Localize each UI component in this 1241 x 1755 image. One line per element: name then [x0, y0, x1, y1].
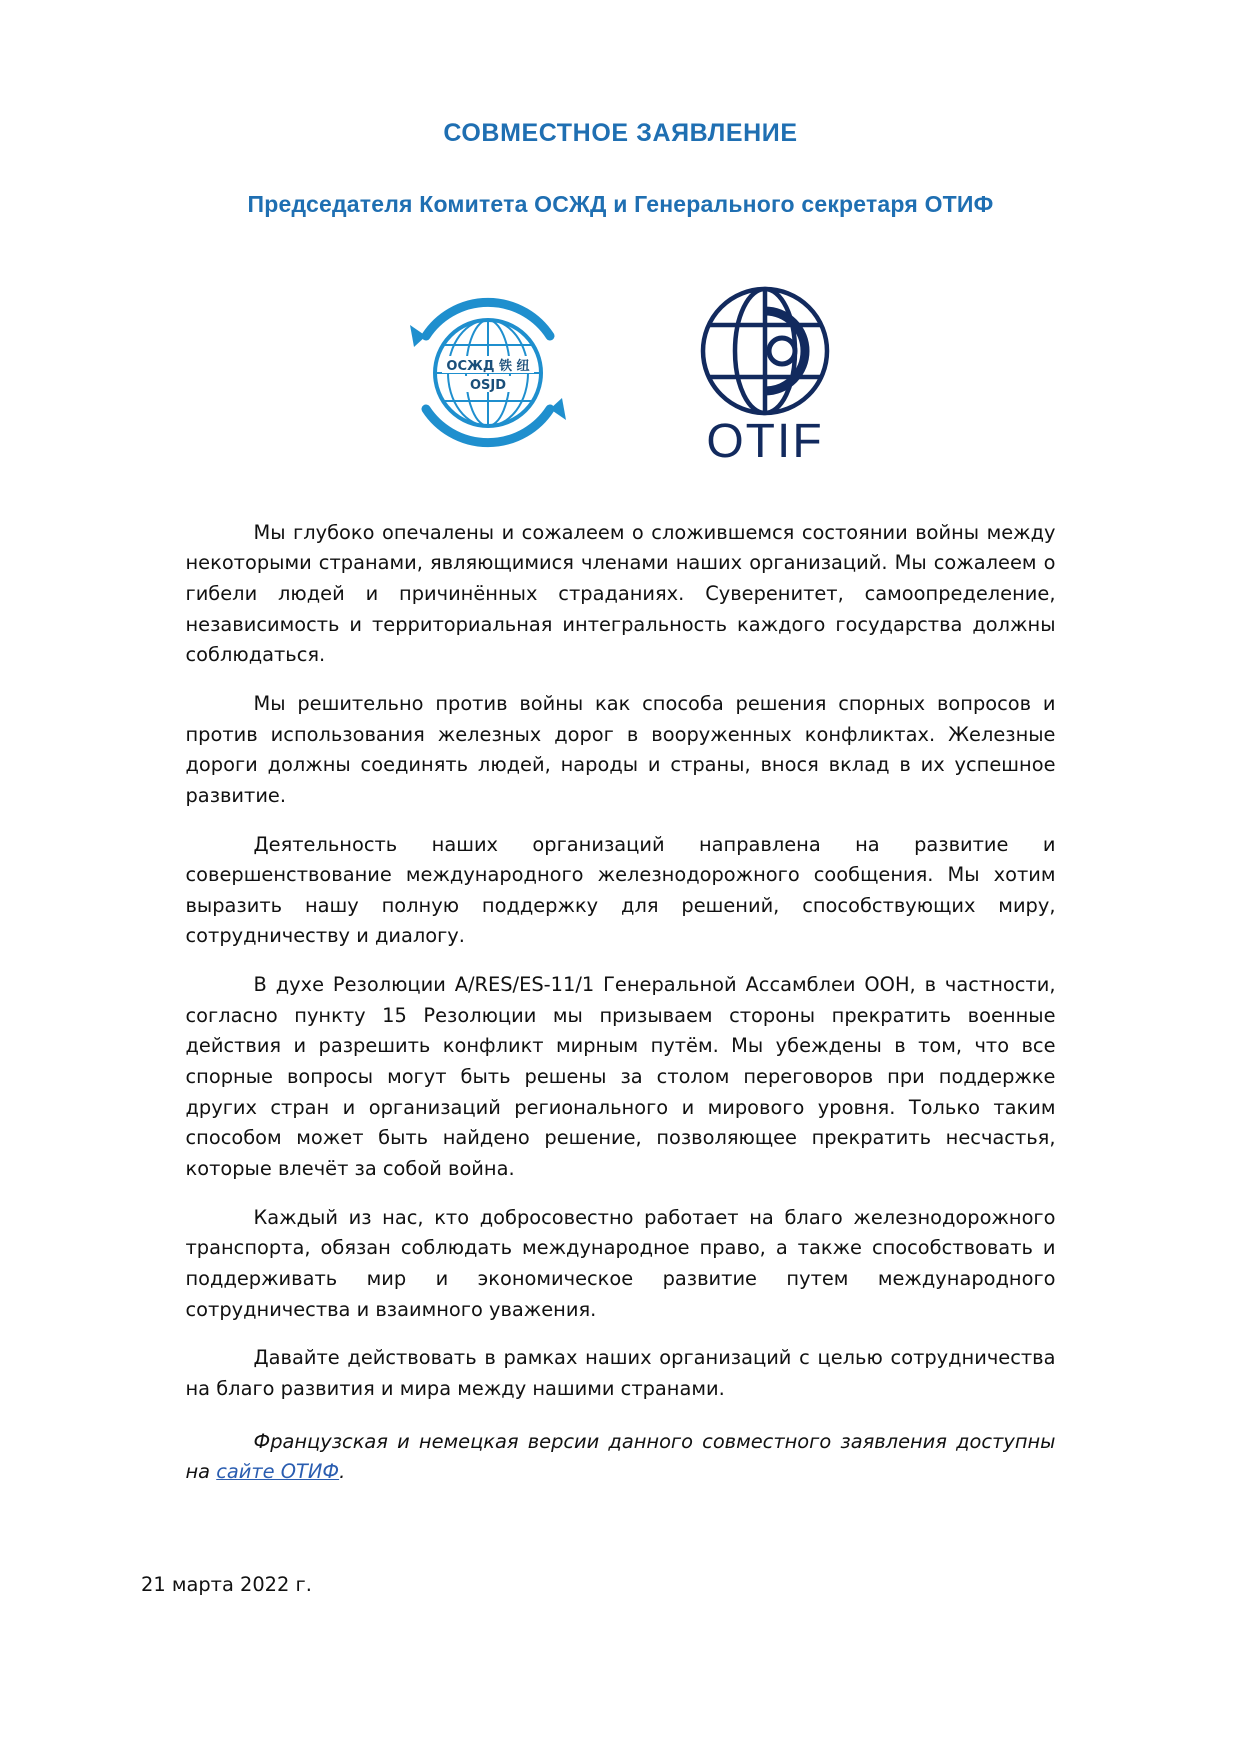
versions-note: [186, 1427, 1056, 1488]
otif-logo-text: OTIF: [706, 414, 824, 466]
document-date: 21 марта 2022 г.: [141, 1573, 312, 1596]
paragraph-1: Мы глубоко опечалены и сожалеем о сложившемся состоянии войны между некоторыми странами, являющимися членами наших организаций. Мы сожалеем о гибели людей и причинённых страданиях. Суверенитет, самоопределение, независимость и территориальная интегральность каждого государства должны соблюдаться.: [185, 520, 1056, 667]
otif-logo: [678, 281, 853, 466]
paragraph-5: Каждый из нас, кто добросовестно работает на благо железнодорожного транспорта, обязан соблюдать международное право, а также способствовать и поддерживать мир и экономическое развитие путем международного сотрудничества и взаимного уважения.: [185, 1205, 1056, 1321]
versions-note-text: Французская и немецкая версии данного совместного заявления доступны на: [185, 1429, 1056, 1484]
paragraph-3: Деятельность наших организаций направлена на развитие и совершенствование международного железнодорожного сообщения. Мы хотим выразить нашу полную поддержку для решений, способствующих миру, сотрудничеству и диалогу.: [185, 832, 1056, 948]
otif-site-link[interactable]: сайте ОТИФ: [216, 1460, 340, 1484]
paragraph-2: Мы решительно против войны как способа решения спорных вопросов и против использования железных дорог в вооруженных конфликтах. Железные дороги должны соединять людей, народы и страны, внося вклад в их успешное развитие.: [185, 691, 1056, 807]
paragraph-4: В духе Резолюции A/RES/ES-11/1 Генеральной Ассамблеи ООН, в частности, согласно пункту 15 Резолюции мы призываем стороны прекратить военные действия и разрешить конфликт мирным путём. Мы убеждены в том, что все спорные вопросы могут быть решены за столом переговоров при поддержке других стран и организаций регионального и мирового уровня. Только таким способом может быть найдено решение, позволяющее прекратить несчастья, которые влечёт за собой война.: [185, 973, 1056, 1181]
statement-body: [186, 466, 1056, 1488]
logo-row: [0, 281, 1241, 466]
versions-note-suffix: .: [339, 1460, 346, 1484]
title-block: [0, 0, 1241, 219]
osjd-logo: [388, 281, 588, 466]
paragraph-6: Давайте действовать в рамках наших организаций с целью сотрудничества на благо развития и мира между нашими странами.: [185, 1346, 1056, 1400]
osjd-logo-text-en: OSJD: [469, 377, 507, 393]
page-title: СОВМЕСТНОЕ ЗАЯВЛЕНИЕ: [443, 119, 798, 147]
page-subtitle: Председателя Комитета ОСЖД и Генерального секретаря ОТИФ: [247, 191, 994, 217]
osjd-logo-text-ru: ОСЖД 铁 纽: [446, 358, 530, 374]
